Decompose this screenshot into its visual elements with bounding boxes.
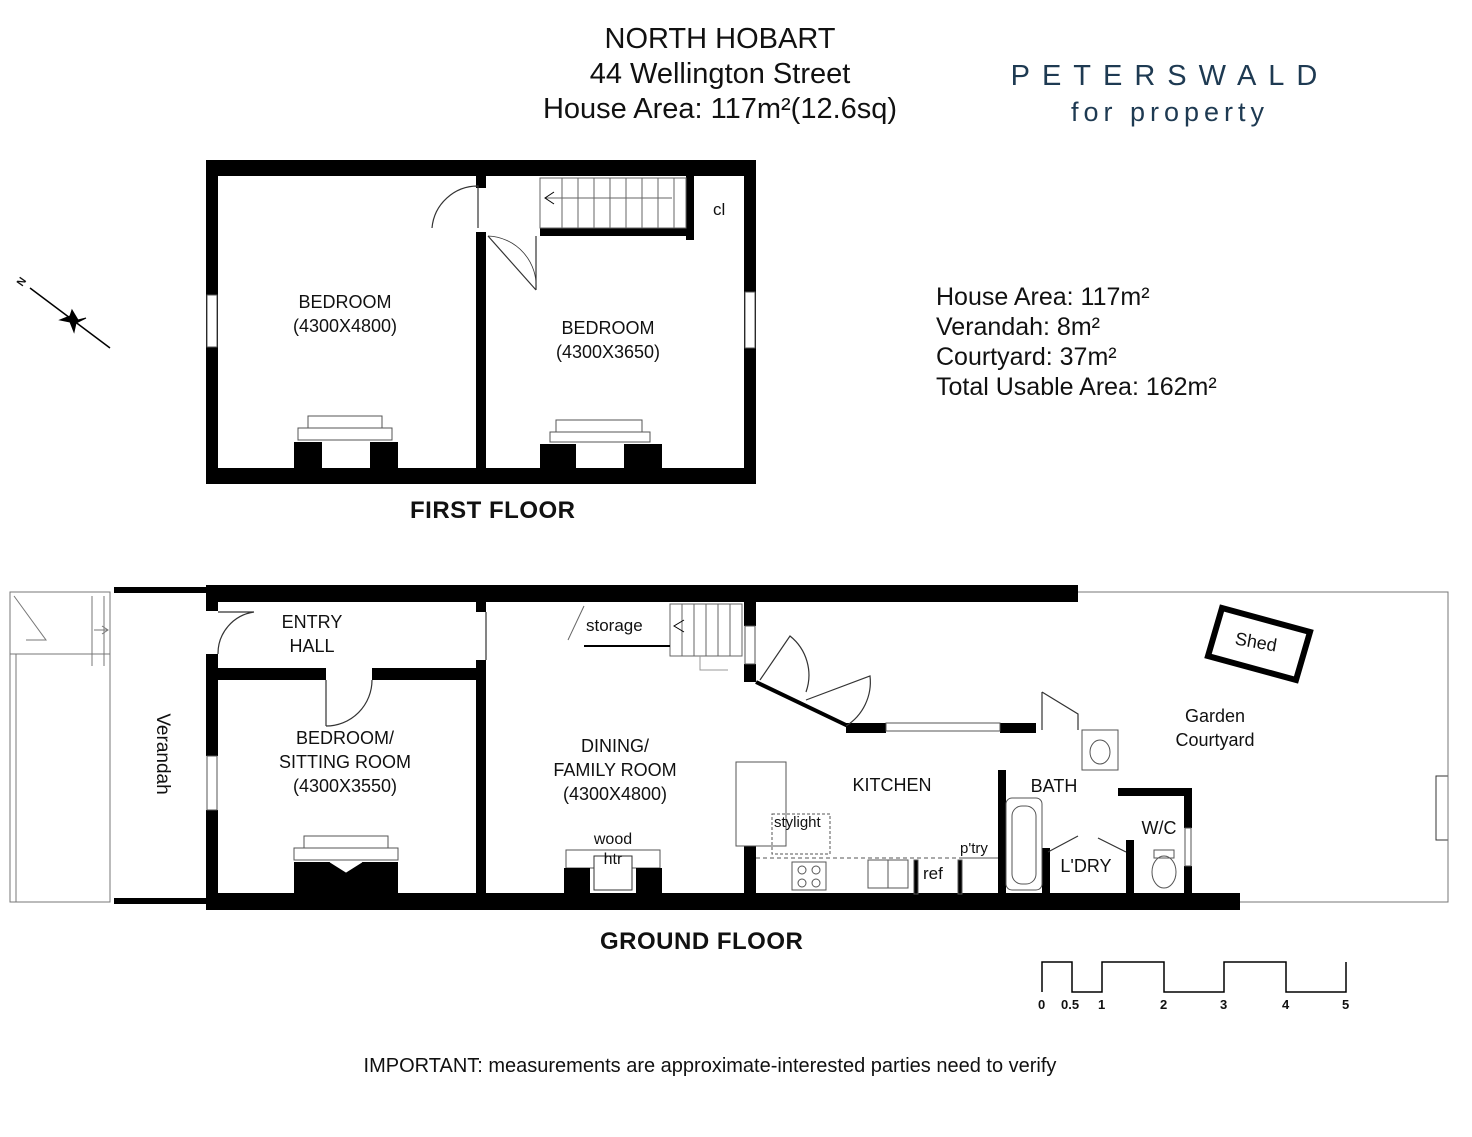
dining-size: (4300X4800) xyxy=(562,784,668,804)
room-size: (4300X3650) xyxy=(555,342,661,362)
disclaimer: IMPORTANT: measurements are approximate-interested parties need to verify xyxy=(363,1055,1057,1077)
heater-line2: htr xyxy=(603,851,623,868)
total-area: Total Usable Area: 162m² xyxy=(936,373,1217,401)
dining-line1: DINING/ xyxy=(580,736,649,756)
scale-tick-label: 1 xyxy=(1098,997,1106,1012)
first-floor-label: FIRST FLOOR xyxy=(410,497,576,524)
fridge-label: ref xyxy=(923,864,943,883)
shed-label: Shed xyxy=(1233,628,1279,656)
north-arrow xyxy=(30,288,110,348)
scale-bar xyxy=(1042,962,1346,992)
bath-label: BATH xyxy=(1030,776,1078,796)
scale-tick-label: 5 xyxy=(1342,997,1350,1012)
ground-floor-bed xyxy=(294,836,398,894)
garden-courtyard-label xyxy=(1150,704,1280,752)
brand-name: PETERSWALD xyxy=(1010,60,1330,92)
bedroom-size: (4300X3550) xyxy=(292,776,398,796)
room-name: BEDROOM xyxy=(561,318,655,338)
skylight-label: stylight xyxy=(774,814,821,831)
ground-bedroom-label xyxy=(260,726,430,798)
closet-label: cl xyxy=(713,200,726,219)
first-floor-bedroom-2 xyxy=(528,316,688,364)
house-area: House Area: 117m² xyxy=(936,283,1150,311)
entry-line1: ENTRY xyxy=(281,612,343,632)
garden-line1: Garden xyxy=(1184,706,1246,726)
address-title: 44 Wellington Street xyxy=(589,58,851,90)
room-size: (4300X4800) xyxy=(292,316,398,336)
laundry-label: L'DRY xyxy=(1060,856,1112,876)
ground-floor-label: GROUND FLOOR xyxy=(600,928,804,955)
verandah-label: Verandah xyxy=(152,713,173,795)
entry-hall-label xyxy=(262,610,362,658)
scale-tick-label: 2 xyxy=(1160,997,1168,1012)
wood-heater-label xyxy=(582,830,644,870)
brand-tagline: for property xyxy=(1070,97,1270,127)
verandah-area: Verandah: 8m² xyxy=(936,313,1100,341)
house-area-title: House Area: 117m²(12.6sq) xyxy=(542,93,898,125)
bedroom-line2: SITTING ROOM xyxy=(279,752,411,772)
dining-room-label xyxy=(530,734,700,806)
courtyard-area: Courtyard: 37m² xyxy=(936,343,1117,371)
verandah-outline xyxy=(10,592,110,902)
ground-floor-stairs xyxy=(568,604,742,670)
pantry-label: p'try xyxy=(960,840,988,857)
north-label: N xyxy=(14,275,30,289)
scale-tick-label: 4 xyxy=(1282,997,1290,1012)
scale-tick-label: 0 xyxy=(1038,997,1046,1012)
scale-tick-label: 0.5 xyxy=(1061,997,1080,1012)
room-name: BEDROOM xyxy=(298,292,392,312)
garden-line2: Courtyard xyxy=(1175,730,1255,750)
storage-label: storage xyxy=(586,616,643,635)
suburb-title: NORTH HOBART xyxy=(604,23,836,55)
wc-label: W/C xyxy=(1141,818,1177,838)
entry-line2: HALL xyxy=(289,636,335,656)
first-floor-stairs xyxy=(540,178,686,228)
bedroom-line1: BEDROOM/ xyxy=(295,728,394,748)
scale-tick-label: 3 xyxy=(1220,997,1228,1012)
kitchen-label: KITCHEN xyxy=(852,775,932,795)
dining-line2: FAMILY ROOM xyxy=(553,760,677,780)
first-floor-bedroom-1 xyxy=(265,290,425,338)
heater-line1: wood xyxy=(593,831,633,848)
